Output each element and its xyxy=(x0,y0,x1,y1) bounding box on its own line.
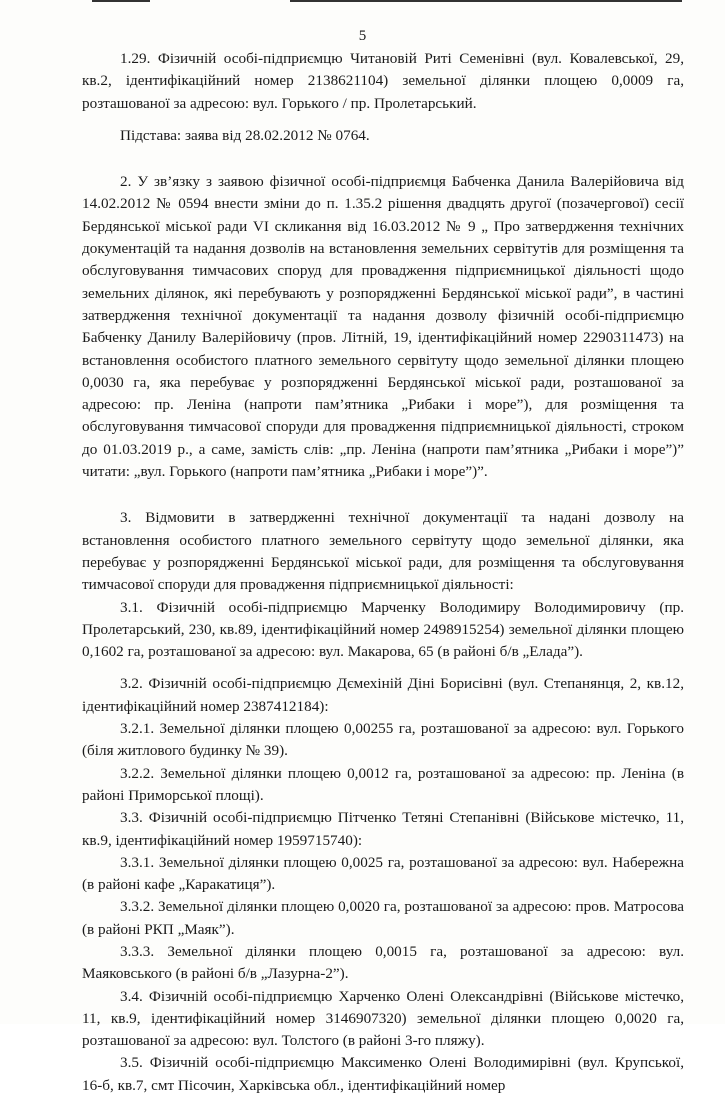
top-edge-line-left xyxy=(92,0,150,2)
paragraph-3-2-1: 3.2.1. Земельної ділянки площею 0,00255 га, розташованої за адресою: вул. Горького (біля житлового будинку № 39). xyxy=(82,720,684,760)
page-number: 5 xyxy=(358,28,367,44)
paragraph-3-5: 3.5. Фізичній особі-підприємцю Максименко Олені Володимирівні (вул. Крупської, 16-б, кв.7, смт Пісочин, Харківська обл., ідентифікаційний номер xyxy=(82,1054,684,1094)
paragraph-3-3-1: 3.3.1. Земельної ділянки площею 0,0025 га, розташованої за адресою: вул. Набережна (в районі кафе „Каракатиця”). xyxy=(82,853,684,894)
document-body xyxy=(82,48,684,1097)
paragraph-2: 2. У зв’язку з заявою фізичної особі-підприємця Бабченка Данила Валерійовича від 14.02.2012 № 0594 внести зміни до п. 1.35.2 рішення двадцять другої (позачергової) сесії Бердянської міської ради VI скликання від 16.03.2012 № 9 „ Про затвердження технічних документацій та надання дозволів на встановлення земельних сервітутів для розміщення та обслуговування тимчасових споруд для провадження підприємницької діяльності щодо земельних ділянок, які перебувають у розпорядженні Бердянської міської ради”, в частині затвердження технічної документації та надання дозволу фізичній особі-підприємцю Бабченку Данилу Валерійовичу (пров. Літній, 19, ідентифікаційний номер 2290311473) на встановлення особистого платного земельного сервітуту щодо земельної ділянки площею 0,0030 га, яка перебуває у розпорядженні Бердянської міської ради, розташованої за адресою: пр. Леніна (напроти пам’ятника „Рибаки і море”), для розміщення та обслуговування тимчасової споруди для провадження підприємницької діяльності, строком до 01.03.2019 р., а саме, замість слів: „пр. Леніна (напроти пам’ятника „Рибаки і море”)” читати: „вул. Горького (напроти пам’ятника „Рибаки і море”)”. xyxy=(82,173,684,481)
paragraph-3: 3. Відмовити в затвердженні технічної документації та надані дозволу на встановлення особистого платного земельного сервітуту щодо земельної ділянки, яка перебуває у розпорядженні Бердянської міської ради, для розміщення та обслуговування тимчасової споруди для провадження підприємницької діяльності: xyxy=(82,509,684,594)
paragraph-3-3: 3.3. Фізичній особі-підприємцю Пітченко Тетяні Степанівні (Військове містечко, 11, кв.9, ідентифікаційний номер 1959715740): xyxy=(82,809,684,849)
paragraph-3-2: 3.2. Фізичній особі-підприємцю Дємехіній Діні Борисівні (вул. Степанянця, 2, кв.12, ідентифікаційний номер 2387412184): xyxy=(82,675,684,715)
paragraph-3-3-2: 3.3.2. Земельної ділянки площею 0,0020 га, розташованої за адресою: пров. Матросова (в районі РКП „Маяк”). xyxy=(82,898,684,938)
paragraph-3-2-2: 3.2.2. Земельної ділянки площею 0,0012 га, розташованої за адресою: пр. Леніна (в районі Приморської площі). xyxy=(82,764,684,804)
top-edge-line-right xyxy=(290,0,682,2)
paragraph-3-4: 3.4. Фізичній особі-підприємцю Харченко Олені Олександрівні (Військове містечко, 11, кв.9, ідентифікаційний номер 3146907320) земельної ділянки площею 0,0020 га, розташованої за адресою: вул. Толстого (в районі 3-го пляжу). xyxy=(82,987,684,1050)
paragraph-3-1: 3.1. Фізичній особі-підприємцю Марченку Володимиру Володимировичу (пр. Пролетарський, 230, кв.89, ідентифікаційний номер 2498915254) земельної ділянки площею 0,1602 га, розташованої за адресою: вул. Макарова, 65 (в районі б/в „Елада”). xyxy=(82,598,684,661)
paragraph-1-29: 1.29. Фізичній особі-підприємцю Читановій Риті Семенівні (вул. Ковалевської, 29, кв.2, ідентифікаційний номер 2138621104) земельної ділянки площею 0,0009 га, розташованої за адресою: вул. Горького / пр. Пролетарський. xyxy=(82,50,684,112)
paragraph-3-3-3: 3.3.3. Земельної ділянки площею 0,0015 га, розташованої за адресою: вул. Маяковського (в районі б/в „Лазурна-2”). xyxy=(82,942,684,983)
paragraph-basis: Підстава: заява від 28.02.2012 № 0764. xyxy=(120,126,370,144)
